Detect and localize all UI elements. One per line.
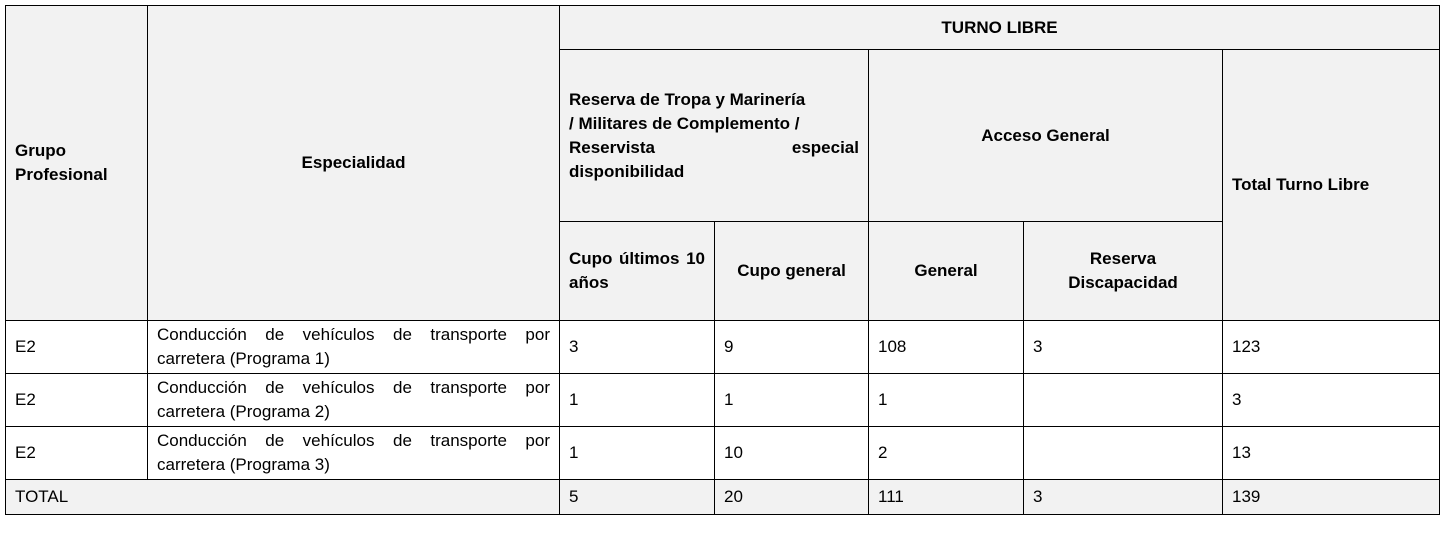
header-reserva-tropa <box>560 50 869 222</box>
cell-general: 108 <box>869 321 1024 374</box>
total-label: TOTAL <box>6 480 560 515</box>
header-reserva-line-1: Reserva de Tropa y Marinería <box>569 89 806 109</box>
cell-total: 3 <box>1223 374 1440 427</box>
cell-total: 123 <box>1223 321 1440 374</box>
cell-cupo-general: 1 <box>715 374 869 427</box>
cell-cupo-general: 9 <box>715 321 869 374</box>
cell-cupo-ultimos: 3 <box>560 321 715 374</box>
cell-reserva-discapacidad: 3 <box>1024 321 1223 374</box>
header-grupo-profesional: Grupo Profesional <box>6 6 148 321</box>
total-general: 111 <box>869 480 1024 515</box>
header-reserva-line-2: / Militares de Complemento / <box>569 113 800 133</box>
cell-especialidad: Conducción de vehículos de transporte por carretera (Programa 1) <box>148 321 560 374</box>
cell-grupo: E2 <box>6 321 148 374</box>
total-reserva-discapacidad: 3 <box>1024 480 1223 515</box>
header-total-turno-libre: Total Turno Libre <box>1223 50 1440 321</box>
cell-grupo: E2 <box>6 427 148 480</box>
table-row <box>6 321 1440 374</box>
header-reserva-discapacidad: Reserva Discapacidad <box>1024 222 1223 321</box>
header-cupo-general: Cupo general <box>715 222 869 321</box>
cell-cupo-ultimos: 1 <box>560 374 715 427</box>
cell-grupo: E2 <box>6 374 148 427</box>
header-reserva-line-3: Reservista especial <box>569 137 859 157</box>
cell-cupo-ultimos: 1 <box>560 427 715 480</box>
header-especialidad: Especialidad <box>148 6 560 321</box>
table-row <box>6 427 1440 480</box>
cell-especialidad: Conducción de vehículos de transporte por carretera (Programa 2) <box>148 374 560 427</box>
header-cupo-ultimos: Cupo últimos 10 años <box>560 222 715 321</box>
header-general: General <box>869 222 1024 321</box>
header-reserva-line-4: disponibilidad <box>569 161 685 181</box>
header-acceso-general: Acceso General <box>869 50 1223 222</box>
total-cupo-general: 20 <box>715 480 869 515</box>
cell-general: 1 <box>869 374 1024 427</box>
plazas-table <box>5 5 1440 515</box>
cell-reserva-discapacidad <box>1024 374 1223 427</box>
header-turno-libre: TURNO LIBRE <box>560 6 1440 50</box>
cell-reserva-discapacidad <box>1024 427 1223 480</box>
cell-cupo-general: 10 <box>715 427 869 480</box>
cell-especialidad: Conducción de vehículos de transporte por carretera (Programa 3) <box>148 427 560 480</box>
total-row <box>6 480 1440 515</box>
table-row <box>6 374 1440 427</box>
cell-total: 13 <box>1223 427 1440 480</box>
cell-general: 2 <box>869 427 1024 480</box>
total-total: 139 <box>1223 480 1440 515</box>
total-cupo-ultimos: 5 <box>560 480 715 515</box>
